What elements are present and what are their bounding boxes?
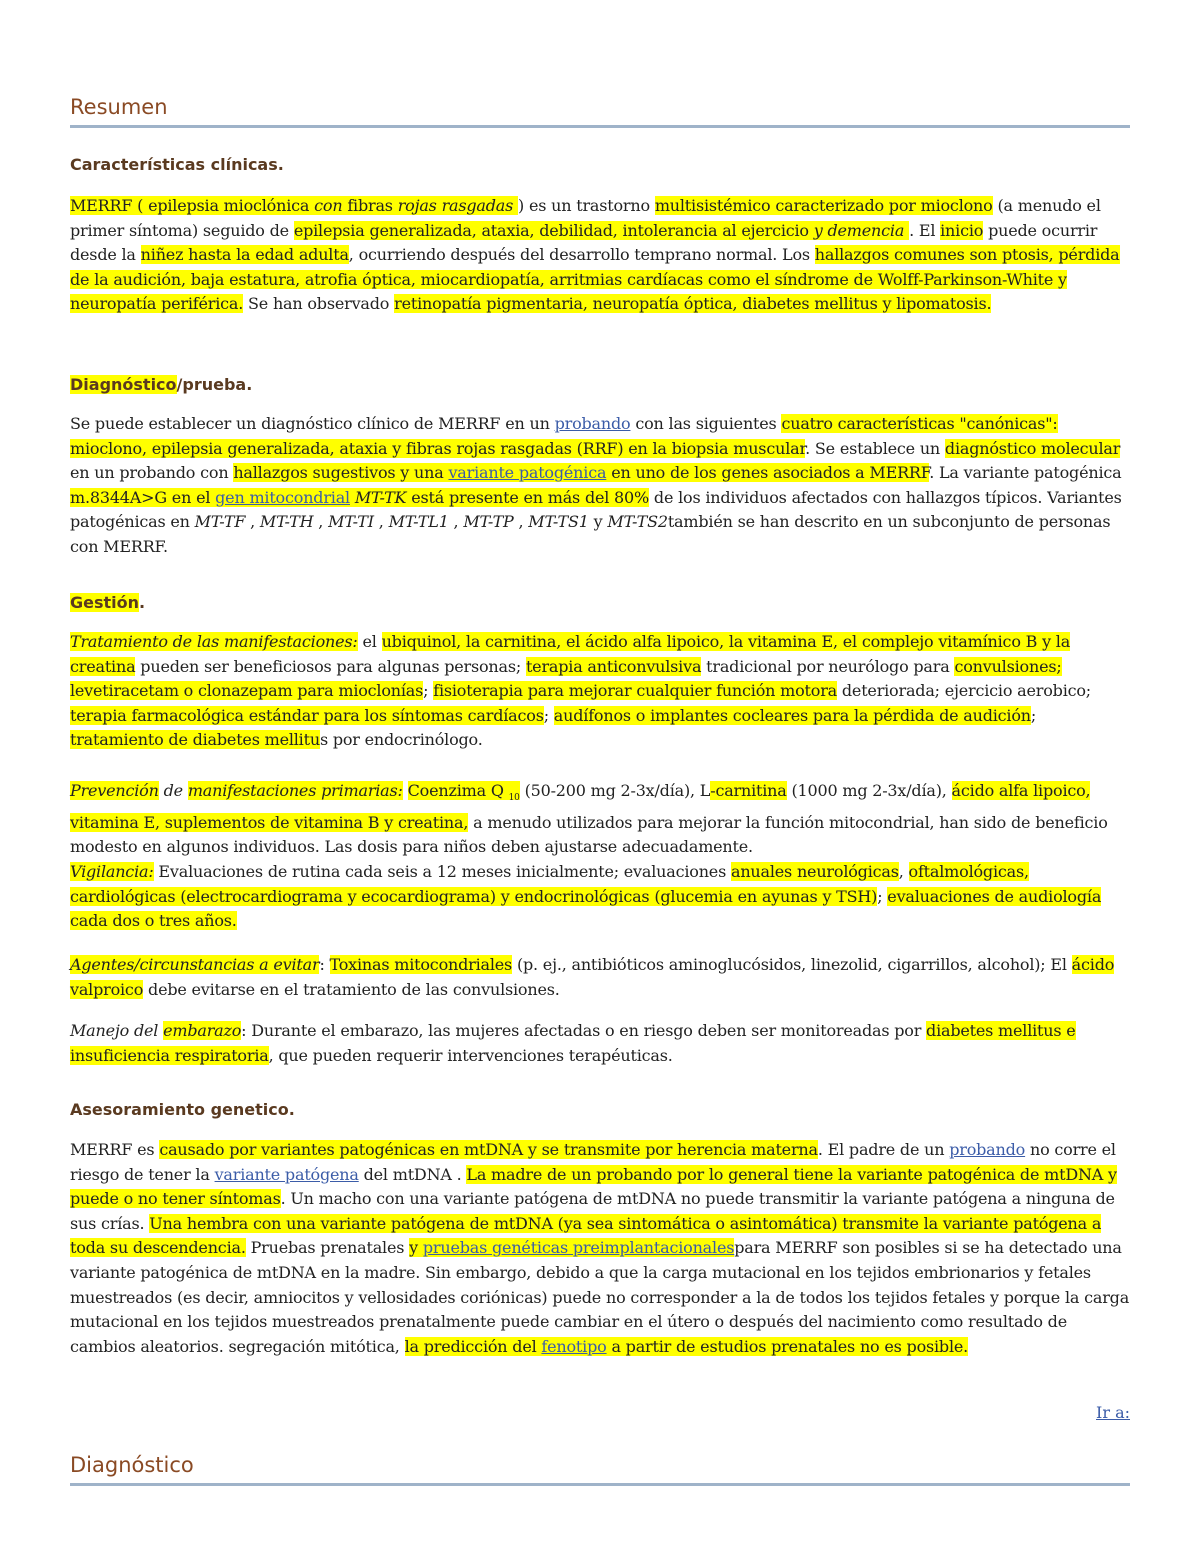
paragraph-pregnancy: Manejo del embarazo: Durante el embarazo, las mujeres afectadas o en riesgo deben ser monitoreadas por diabetes mellitus e insuficiencia respiratoria, que pueden requerir intervenciones terapéuticas. <box>70 1021 1076 1065</box>
paragraph-avoid: Agentes/circunstancias a evitar: Toxinas mitocondriales (p. ej., antibióticos aminoglucósidos, linezolid, cigarrillos, alcohol); El ácido valproico debe evitarse en el tratamiento de las convulsiones. <box>70 955 1115 999</box>
paragraph-genetic-counseling: MERRF es causado por variantes patogénicas en mtDNA y se transmite por herencia materna. El padre de un probando no corre el riesgo de tener la variante patógena del mtDNA . La madre de un probando por lo general tiene la variante patogénica de mtDNA y puede o no tener síntomas. Un macho con una variante patógena de mtDNA no puede transmitir la variante patógena a ninguna de sus crías. Una hembra con una variante patógena de mtDNA (ya sea sintomática o asintomática) transmite la variante patógena a toda su descendencia. Pruebas prenatales y pruebas genéticas preimplantacionalespara MERRF son posibles si se ha detectado una variante patogénica de mtDNA en la madre. Sin embargo, debido a que la carga mutacional en los tejidos embrionarios y fetales muestreados (es decir, amniocitos y vellosidades coriónicas) puede no corresponder a la de todos los tejidos fetales y porque la carga mutacional en los tejidos muestreados prenatalmente puede cambiar en el útero o después del nacimiento como resultado de cambios aleatorios. segregación mitótica, la predicción del fenotipo a partir de estudios prenatales no es posible. <box>70 1140 1130 1356</box>
section-title-diagnostico: Diagnóstico <box>70 1453 1130 1486</box>
paragraph-surveillance: Vigilancia: Evaluaciones de rutina cada seis a 12 meses inicialmente; evaluaciones anuales neurológicas, oftalmológicas, cardiológicas (electrocardiograma y ecocardiograma) y endocrinológicas (glucemia en ayunas y TSH); evaluaciones de audiología cada dos o tres años. <box>70 862 1102 931</box>
paragraph-prevention: Prevención de manifestaciones primarias: Coenzima Q $_{10}$ (50-200 mg 2-3x/día), L-carnitina (1000 mg 2-3x/día), ácido alfa lipoico, vitamina E, suplementos de vitamina B y creatina, a menudo utilizados para mejorar la función mitocondrial, han sido de beneficio modesto en algunos individuos. Las dosis para niños deben ajustarse adecuadamente. <box>70 781 1108 857</box>
section-title-resumen: Resumen <box>70 95 1130 128</box>
paragraph-clinical-features: MERRF ( epilepsia mioclónica con fibras rojas rasgadas ) es un trastorno multisistémico caracterizado por mioclono (a menudo el primer síntoma) seguido de epilepsia generalizada, ataxia, debilidad, intolerancia al ejercicio y demencia . El inicio puede ocurrir desde la niñez hasta la edad adulta, ocurriendo después del desarrollo temprano normal. Los hallazgos comunes son ptosis, pérdida de la audición, baja estatura, atrofia óptica, miocardiopatía, arritmias cardíacas como el síndrome de Wolff-Parkinson-White y neuropatía periférica. Se han observado retinopatía pigmentaria, neuropatía óptica, diabetes mellitus y lipomatosis. <box>70 196 1120 314</box>
link-gen-mitocondrial[interactable]: gen mitocondrial <box>215 487 350 507</box>
link-pruebas-geneticas[interactable]: pruebas genéticas preimplantacionales <box>422 1238 735 1258</box>
heading-clinical-features: Características clínicas. <box>70 155 284 174</box>
link-probando[interactable]: probando <box>554 414 631 433</box>
heading-diagnosis: Diagnóstico/prueba. <box>70 375 253 394</box>
goto-link[interactable]: Ir a: <box>1096 1403 1130 1422</box>
link-probando-2[interactable]: probando <box>949 1140 1026 1159</box>
link-variante-patogenica[interactable]: variante patogénica <box>448 463 607 483</box>
heading-management: Gestión. <box>70 593 146 612</box>
paragraph-treatment: Tratamiento de las manifestaciones: el ubiquinol, la carnitina, el ácido alfa lipoico, la vitamina E, el complejo vitamínico B y la creatina pueden ser beneficiosos para algunas personas; terapia anticonvulsiva tradicional por neurólogo para convulsiones; levetiracetam o clonazepam para mioclonías; fisioterapia para mejorar cualquier función motora deteriorada; ejercicio aerobico; terapia farmacológica estándar para los síntomas cardíacos; audífonos o implantes cocleares para la pérdida de audición; tratamiento de diabetes mellitus por endocrinólogo. <box>70 632 1091 750</box>
link-fenotipo[interactable]: fenotipo <box>541 1336 607 1356</box>
paragraph-diagnosis: Se puede establecer un diagnóstico clínico de MERRF en un probando con las siguientes cuatro características "canónicas": mioclono, epilepsia generalizada, ataxia y fibras rojas rasgadas (RRF) en la biopsia muscular. Se establece un diagnóstico molecular en un probando con hallazgos sugestivos y una variante patogénica en uno de los genes asociados a MERRF. La variante patogénica m.8344A>G en el gen mitocondrial MT-TK está presente en más del 80% de los individuos afectados con hallazgos típicos. Variantes patogénicas en MT-TF , MT-TH , MT-TI , MT-TL1 , MT-TP , MT-TS1 y MT-TS2también se han descrito en un subconjunto de personas con MERRF. <box>70 414 1122 556</box>
link-variante-patogena[interactable]: variante patógena <box>214 1164 359 1184</box>
heading-genetic-counseling: Asesoramiento genetico. <box>70 1100 295 1119</box>
